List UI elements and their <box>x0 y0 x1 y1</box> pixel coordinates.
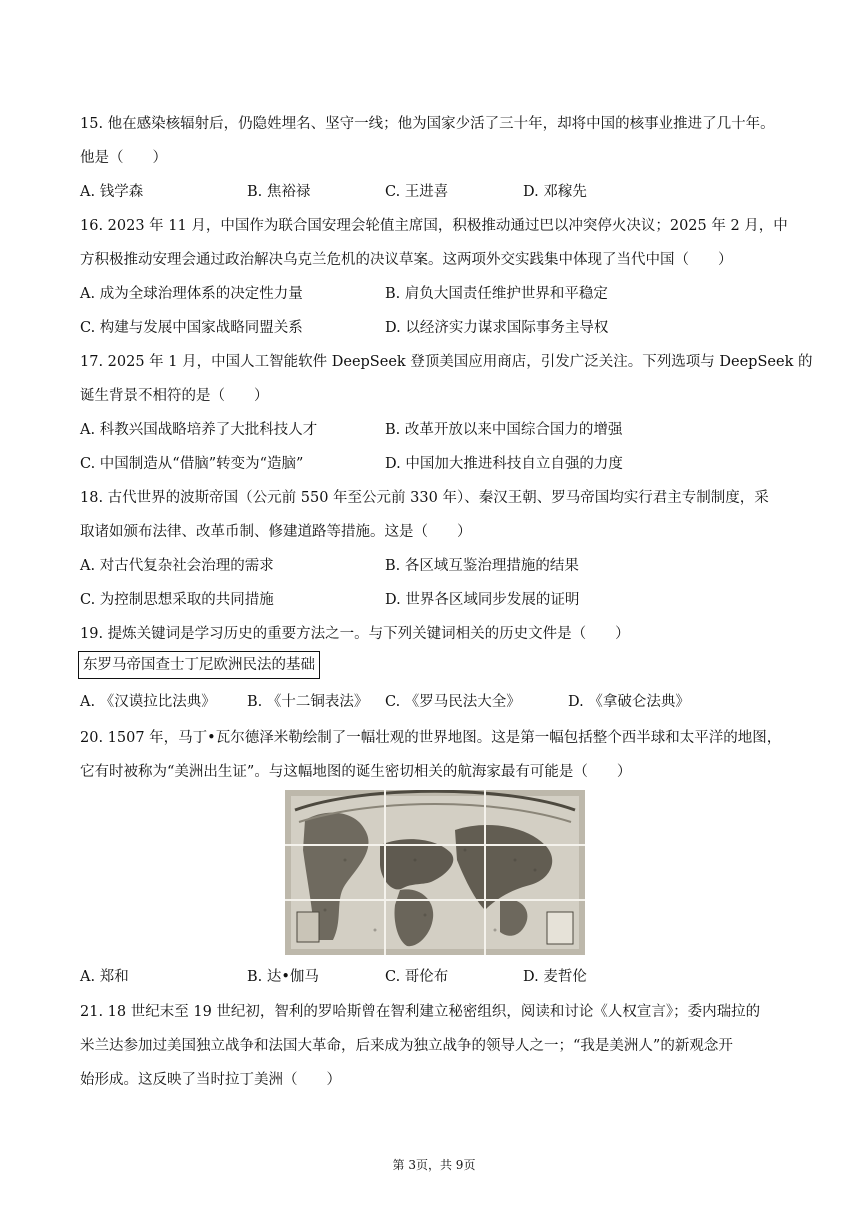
option-19-a: A. 《汉谟拉比法典》 <box>80 694 216 710</box>
option-15-c: C. 王进喜 <box>385 184 449 200</box>
option-17-b: B. 改革开放以来中国综合国力的增强 <box>385 422 623 438</box>
option-16-a: A. 成为全球治理体系的决定性力量 <box>80 286 303 302</box>
option-20-b: B. 达•伽马 <box>247 969 319 985</box>
question-20-text: 20. 1507 年，马丁•瓦尔德泽米勒绘制了一幅壮观的世界地图。这是第一幅包括整个西半球和太平洋的地图， <box>80 730 782 746</box>
option-15-a: A. 钱学森 <box>80 184 144 200</box>
world-map-drawing <box>285 790 585 955</box>
option-18-c: C. 为控制思想采取的共同措施 <box>80 592 274 608</box>
question-19-text: 19. 提炼关键词是学习历史的重要方法之一。与下列关键词相关的历史文件是（ ） <box>80 626 630 642</box>
keyword-box: 东罗马帝国查士丁尼欧洲民法的基础 <box>78 651 320 679</box>
option-16-b: B. 肩负大国责任维护世界和平稳定 <box>385 286 608 302</box>
question-17-text-2: 诞生背景不相符的是（ ） <box>80 388 269 404</box>
question-16-text: 16. 2023 年 11 月，中国作为联合国安理会轮值主席国，积极推动通过巴以冲突停火决议；2025 年 2 月，中 <box>80 218 788 234</box>
option-19-c: C. 《罗马民法大全》 <box>385 694 521 710</box>
option-19-b: B. 《十二铜表法》 <box>247 694 369 710</box>
option-16-d: D. 以经济实力谋求国际事务主导权 <box>385 320 609 336</box>
option-18-a: A. 对古代复杂社会治理的需求 <box>80 558 274 574</box>
page-number: 第 3页，共 9页 <box>392 1158 476 1172</box>
option-15-d: D. 邓稼先 <box>523 184 587 200</box>
question-16-text-2: 方积极推动安理会通过政治解决乌克兰危机的决议草案。这两项外交实践集中体现了当代中国（ ） <box>80 252 733 268</box>
option-20-a: A. 郑和 <box>80 969 129 985</box>
option-17-c: C. 中国制造从“借脑”转变为“造脑” <box>80 456 304 472</box>
option-20-c: C. 哥伦布 <box>385 969 449 985</box>
question-15-text: 15. 他在感染核辐射后，仍隐姓埋名、坚守一线；他为国家少活了三十年，却将中国的核事业推进了几十年。 <box>80 116 775 132</box>
question-18-text-2: 取诸如颁布法律、改革币制、修建道路等措施。这是（ ） <box>80 524 472 540</box>
option-17-d: D. 中国加大推进科技自立自强的力度 <box>385 456 623 472</box>
option-15-b: B. 焦裕禄 <box>247 184 311 200</box>
question-21-text-2: 米兰达参加过美国独立战争和法国大革命，后来成为独立战争的领导人之一；“我是美洲人”的新观念开 <box>80 1038 733 1054</box>
question-17-text: 17. 2025 年 1 月，中国人工智能软件 DeepSeek 登顶美国应用商店，引发广泛关注。下列选项与 DeepSeek 的 <box>80 354 813 370</box>
option-19-d: D. 《拿破仑法典》 <box>568 694 690 710</box>
option-18-b: B. 各区域互鉴治理措施的结果 <box>385 558 579 574</box>
option-20-d: D. 麦哲伦 <box>523 969 587 985</box>
question-20-text-2: 它有时被称为“美洲出生证”。与这幅地图的诞生密切相关的航海家最有可能是（ ） <box>80 764 632 780</box>
world-map-image <box>285 790 585 955</box>
question-18-text: 18. 古代世界的波斯帝国（公元前 550 年至公元前 330 年）、秦汉王朝、罗马帝国均实行君主专制制度，采 <box>80 490 769 506</box>
question-21-text: 21. 18 世纪末至 19 世纪初，智利的罗哈斯曾在智利建立秘密组织，阅读和讨论《人权宣言》；委内瑞拉的 <box>80 1004 761 1020</box>
option-17-a: A. 科教兴国战略培养了大批科技人才 <box>80 422 318 438</box>
option-16-c: C. 构建与发展中国家战略同盟关系 <box>80 320 303 336</box>
option-18-d: D. 世界各区域同步发展的证明 <box>385 592 580 608</box>
question-15-text-2: 他是（ ） <box>80 150 167 166</box>
question-21-text-3: 始形成。这反映了当时拉丁美洲（ ） <box>80 1072 341 1088</box>
